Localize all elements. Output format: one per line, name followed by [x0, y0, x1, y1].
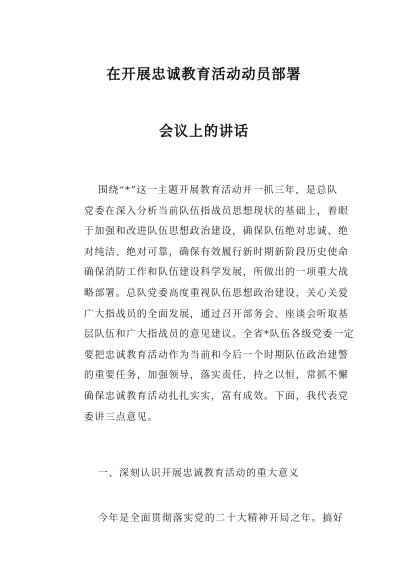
paragraph-line: 党委在深入分析当前队伍指战员思想现状的基础上，着眼: [84, 205, 349, 217]
second-paragraph-first-line: 今年是全面贯彻落实党的二十大精神开局之年。搞好: [98, 513, 344, 524]
paragraph-line: 确保消防工作和队伍建设科学发展，所做出的一项重大战: [84, 267, 349, 279]
section-heading-1: 一、深刻认识开展忠诚教育活动的重大意义: [98, 468, 300, 479]
paragraph-line: 广大指战员的全面发展，通过召开部务会、座谈会听取基: [84, 308, 349, 320]
paragraph-line: 略部署。总队党委高度重视队伍思想政治建设，关心关爱: [84, 287, 349, 299]
document-title-line-2: 会议上的讲话: [159, 124, 249, 140]
paragraph-line: 委讲三点意见。: [84, 411, 159, 423]
paragraph-line: 层队伍和广大指战员的意见建议。全省*队伍各级党委一定: [84, 329, 355, 341]
paragraph-line: 的重要任务，加强领导，落实责任，持之以恒，常抓不懈: [84, 370, 349, 382]
paragraph-line: 确保忠诚教育活动扎扎实实，富有成效。下面，我代表党: [84, 390, 349, 402]
opening-paragraph: [84, 181, 355, 428]
paragraph-line: 要把忠诚教育活动作为当前和今后一个时期队伍政治建警: [84, 349, 349, 361]
paragraph-line: 对纯洁、绝对可靠，确保有效履行新时期新阶段历史使命: [84, 246, 349, 258]
paragraph-line: 围绕“*”这一主题开展教育活动并一抓三年，是总队: [98, 185, 338, 196]
paragraph-line: 于加强和改进队伍思想政治建设，确保队伍绝对忠诚、绝: [84, 226, 349, 238]
document-title-line-1: 在开展忠诚教育活动动员部署: [106, 67, 302, 83]
